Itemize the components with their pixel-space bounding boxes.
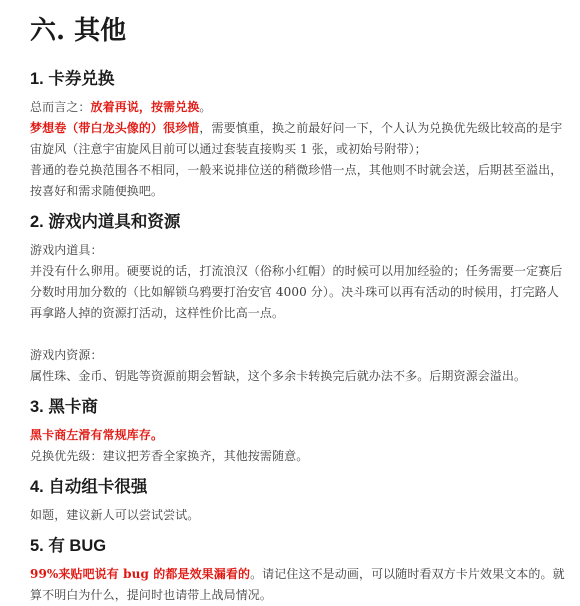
paragraph-text: ，需要慎重，换之前最好问一下，个人认为兑换优先级比较高的是宇宙旋风（注意宇宙旋风目前可以通过套装直接购买 1 张，或初始号附带）； — [30, 121, 563, 156]
paragraph — [30, 97, 566, 118]
section-black-card-shop — [30, 396, 566, 467]
paragraph: 属性珠、金币、钥匙等资源前期会暂缺，这个多余卡转换完后就办法不多。后期资源会溢出。 — [30, 369, 527, 383]
paragraph: 游戏内资源： — [30, 348, 103, 362]
highlight-text: 99%来贴吧说有 bug 的都是效果漏看的 — [30, 567, 251, 581]
section-heading: 5. 有 BUG — [30, 537, 107, 555]
summary-suffix: 。 — [199, 100, 212, 114]
highlight-text: 黑卡商左滑有常规库存。 — [30, 428, 164, 442]
paragraph — [30, 564, 566, 606]
summary-prefix: 总而言之： — [30, 100, 91, 114]
section-card-exchange — [30, 68, 566, 202]
highlight-text: 梦想卷（带白龙头像的）很珍惜 — [30, 121, 200, 135]
highlight-text: 放着再说，按需兑换 — [90, 100, 200, 114]
section-heading: 1. 卡券兑换 — [30, 70, 115, 88]
paragraph: 普通的卷兑换范围各不相同，一般来说排位送的稍微珍惜一点，其他则不时就会送，后期甚至溢出，按喜好和需求随便换吧。 — [30, 163, 563, 198]
section-heading: 2. 游戏内道具和资源 — [30, 213, 181, 231]
section-items-resources — [30, 211, 566, 387]
section-bug — [30, 535, 566, 606]
page-title: 六. 其他 — [30, 16, 127, 46]
section-auto-deck — [30, 476, 566, 526]
section-heading: 3. 黑卡商 — [30, 398, 98, 416]
paragraph: 并没有什么卵用。硬要说的话，打流浪汉（俗称小红帽）的时候可以用加经验的；任务需要一定赛后分数时用加分数的（比如解锁乌鸦要打治安官 4000 分）。决斗珠可以再有活动的时候用，打完路人再拿路人掉的资源打活动，这样性价比高一点。 — [30, 264, 563, 320]
paragraph: 兑换优先级：建议把芳香全家换齐，其他按需随意。 — [30, 449, 309, 463]
paragraph: 如题，建议新人可以尝试尝试。 — [30, 508, 200, 522]
section-heading: 4. 自动组卡很强 — [30, 478, 148, 496]
paragraph — [30, 118, 566, 160]
paragraph-text: 。请记住这不是动画，可以随时看双方卡片效果文本的。就算不明白为什么，提问时也请带上战局情况。 — [30, 567, 565, 602]
spacer — [30, 324, 566, 345]
paragraph: 游戏内道具： — [30, 243, 103, 257]
